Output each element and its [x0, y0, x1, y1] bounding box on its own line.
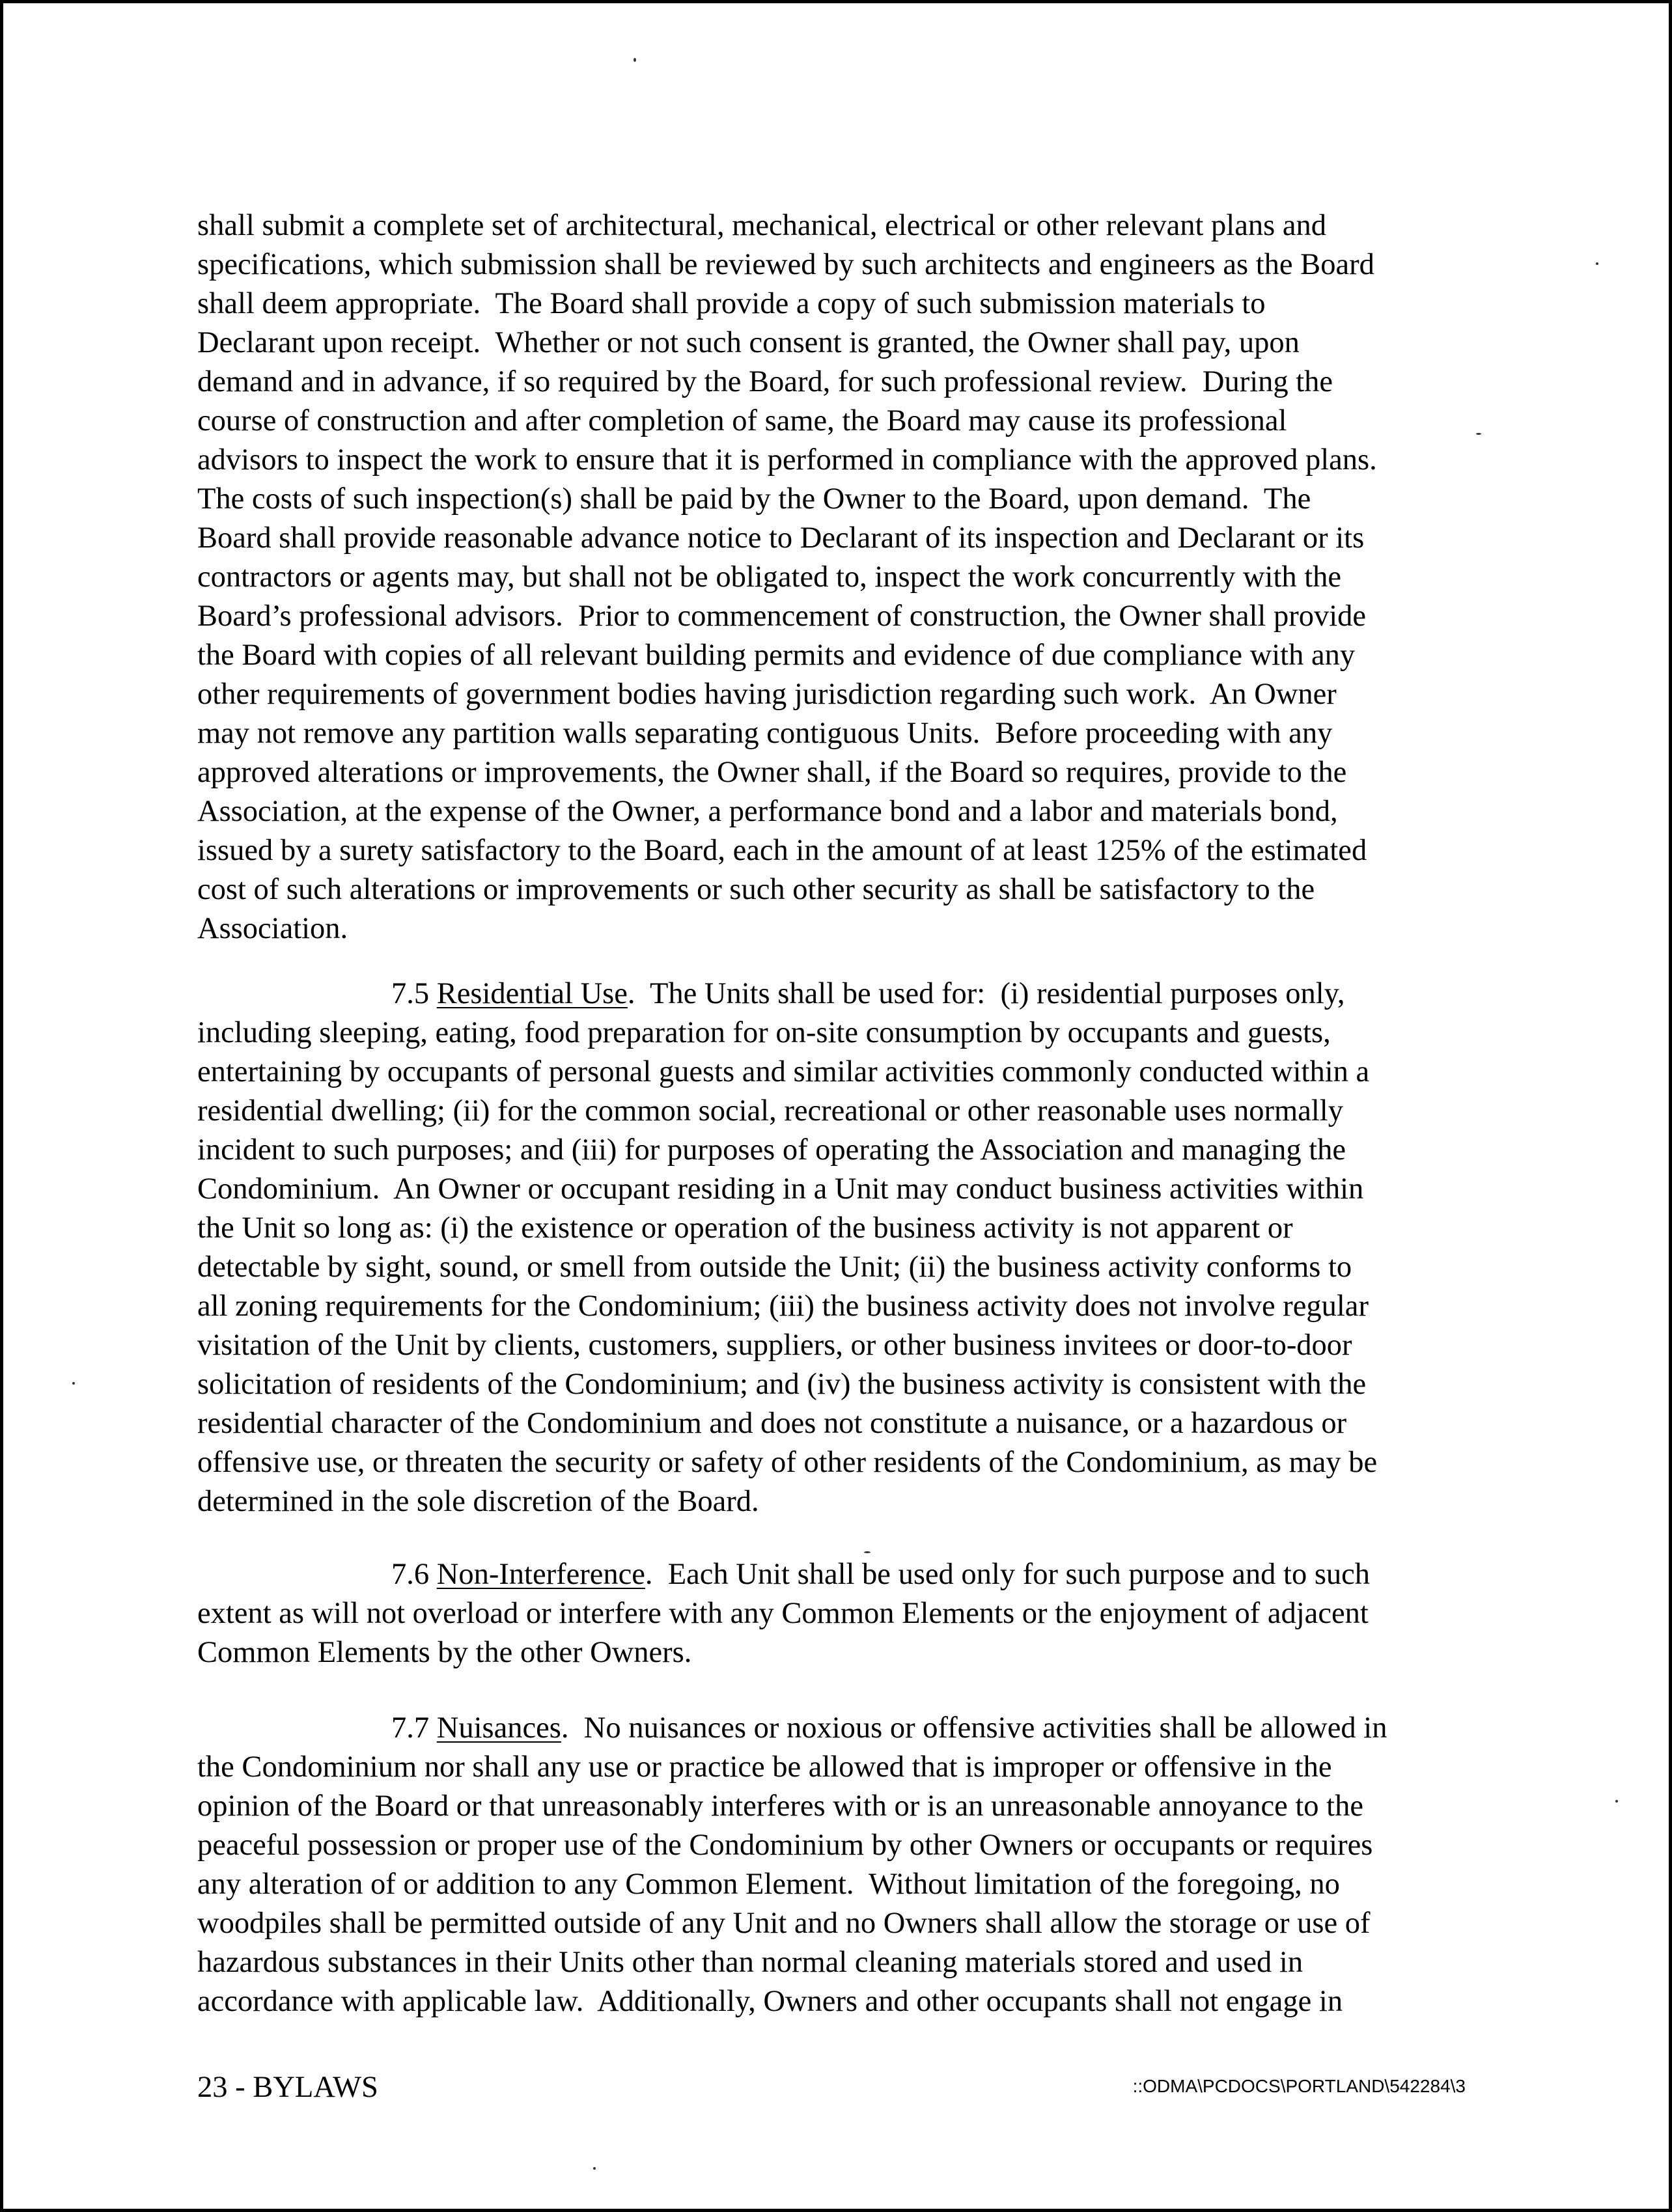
text-line: shall deem appropriate. The Board shall provide a copy of such submission materials to [197, 287, 1266, 320]
text-line: extent as will not overload or interfere with any Common Elements or the enjoyment of adjacent [197, 1597, 1369, 1630]
text-line: the Condominium nor shall any use or practice be allowed that is improper or offensive in the [197, 1750, 1332, 1784]
footer-document-path: ::ODMA\PCDOCS\PORTLAND\542284\3 [1132, 2076, 1466, 2096]
section-7-5 [197, 975, 1486, 1521]
section-number: 7.7 [391, 1711, 437, 1745]
section-first-line [197, 1555, 1486, 1594]
text-line: the Unit so long as: (i) the existence or operation of the business activity is not apparent or [197, 1211, 1293, 1245]
text-line: offensive use, or threaten the security or safety of other residents of the Condominium, as may be [197, 1446, 1378, 1479]
section-heading: Non-Interference [436, 1558, 645, 1591]
text-line: other requirements of government bodies having jurisdiction regarding such work. An Owner [197, 678, 1337, 711]
section-7-7 [197, 1709, 1486, 2021]
text-line: all zoning requirements for the Condominium; (iii) the business activity does not involve regular [197, 1290, 1369, 1323]
text-line: Association, at the expense of the Owner, a performance bond and a labor and materials bond, [197, 795, 1338, 828]
text-line: demand and in advance, if so required by the Board, for such professional review. During the [197, 365, 1333, 398]
text-line: Association. [197, 912, 348, 945]
scan-speck [1476, 433, 1481, 435]
section-first-line [197, 975, 1486, 1014]
section-first-line-text: . Each Unit shall be used only for such purpose and to such [645, 1558, 1371, 1591]
text-line: residential dwelling; (ii) for the common social, recreational or other reasonable uses normally [197, 1094, 1343, 1127]
section-heading: Nuisances [436, 1711, 561, 1745]
text-line: accordance with applicable law. Additionally, Owners and other occupants shall not engage in [197, 1985, 1343, 2018]
text-line: shall submit a complete set of architectural, mechanical, electrical or other relevant plans and [197, 209, 1326, 242]
scan-speck [864, 1551, 871, 1553]
text-line: including sleeping, eating, food preparation for on-site consumption by occupants and guests, [197, 1016, 1331, 1049]
footer-page-label: 23 - BYLAWS [197, 2071, 378, 2104]
section-number: 7.6 [391, 1558, 437, 1591]
section-number: 7.5 [391, 977, 437, 1010]
text-line: issued by a surety satisfactory to the Board, each in the amount of at least 125% of the estimated [197, 834, 1367, 867]
scan-speck [634, 58, 636, 62]
scan-speck [72, 1382, 75, 1385]
text-line: cost of such alterations or improvements or such other security as shall be satisfactory to the [197, 873, 1315, 906]
text-line: visitation of the Unit by clients, customers, suppliers, or other business invitees or door-to-door [197, 1329, 1352, 1362]
text-line: approved alterations or improvements, the Owner shall, if the Board so requires, provide to the [197, 756, 1347, 789]
text-line: opinion of the Board or that unreasonably interferes with or is an unreasonable annoyance to the [197, 1790, 1363, 1823]
text-line: any alteration of or addition to any Common Element. Without limitation of the foregoing, no [197, 1868, 1340, 1901]
section-heading: Residential Use [436, 977, 628, 1010]
text-line: contractors or agents may, but shall not be obligated to, inspect the work concurrently with the [197, 560, 1342, 594]
text-line: The costs of such inspection(s) shall be paid by the Owner to the Board, upon demand. The [197, 482, 1311, 516]
text-line: determined in the sole discretion of the Board. [197, 1485, 759, 1518]
text-line: the Board with copies of all relevant building permits and evidence of due compliance with any [197, 639, 1356, 672]
text-line: Condominium. An Owner or occupant residing in a Unit may conduct business activities within [197, 1172, 1364, 1206]
text-line: incident to such purposes; and (iii) for purposes of operating the Association and managing the [197, 1133, 1346, 1167]
text-line: Common Elements by the other Owners. [197, 1636, 692, 1669]
text-line: hazardous substances in their Units other than normal cleaning materials stored and used in [197, 1946, 1303, 1979]
section-first-line [197, 1709, 1486, 1748]
scan-speck [1596, 262, 1598, 265]
text-line: entertaining by occupants of personal guests and similar activities commonly conducted within a [197, 1055, 1370, 1088]
section-first-line-text: . No nuisances or noxious or offensive activities shall be allowed in [561, 1711, 1387, 1745]
scan-speck [1615, 1800, 1618, 1803]
text-line: Board shall provide reasonable advance notice to Declarant of its inspection and Declarant or its [197, 521, 1365, 555]
text-line: may not remove any partition walls separating contiguous Units. Before proceeding with any [197, 717, 1333, 750]
text-line: peaceful possession or proper use of the Condominium by other Owners or occupants or requires [197, 1829, 1373, 1862]
section-7-6 [197, 1555, 1486, 1672]
text-line: woodpiles shall be permitted outside of any Unit and no Owners shall allow the storage or use of [197, 1907, 1371, 1940]
text-line: residential character of the Condominium and does not constitute a nuisance, or a hazardous or [197, 1407, 1347, 1440]
text-line: Declarant upon receipt. Whether or not such consent is granted, the Owner shall pay, upon [197, 326, 1300, 359]
text-line: course of construction and after completion of same, the Board may cause its professional [197, 404, 1287, 437]
text-line: solicitation of residents of the Condominium; and (iv) the business activity is consistent with the [197, 1368, 1367, 1401]
text-line: Board’s professional advisors. Prior to commencement of construction, the Owner shall provide [197, 600, 1367, 633]
scan-speck [593, 2167, 596, 2170]
text-line: specifications, which submission shall be reviewed by such architects and engineers as the Board [197, 248, 1374, 281]
text-line: advisors to inspect the work to ensure that it is performed in compliance with the approved plans. [197, 443, 1377, 477]
text-line: detectable by sight, sound, or smell from outside the Unit; (ii) the business activity conforms to [197, 1251, 1352, 1284]
paragraph-continuation [197, 206, 1486, 948]
section-first-line-text: . The Units shall be used for: (i) residential purposes only, [627, 977, 1345, 1010]
